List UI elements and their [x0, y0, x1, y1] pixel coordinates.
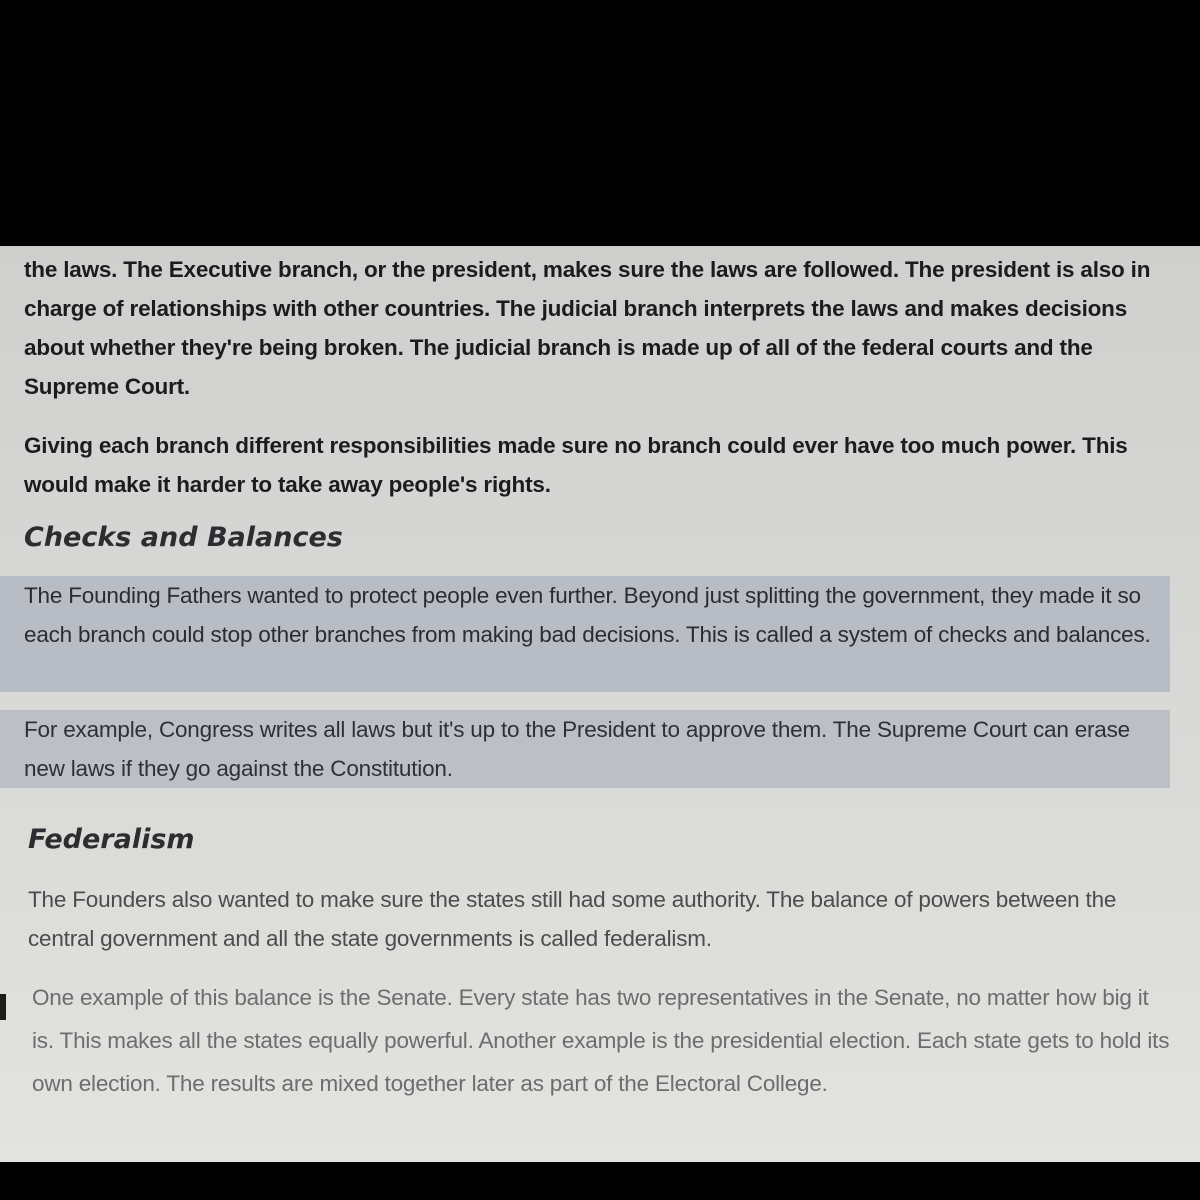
paragraph-branches: the laws. The Executive branch, or the president, makes sure the laws are followed. The president is also in charge of relationships with other countries. The judicial branch interprets the laws and makes decisions about whether they're being broken. The judicial branch is made up of all of the federal courts and the Supreme Court.	[24, 257, 1151, 399]
paragraph-responsibilities: Giving each branch different responsibilities made sure no branch could ever have too much power. This would make it harder to take away people's rights.	[24, 433, 1128, 497]
paragraph-checks-intro: The Founding Fathers wanted to protect people even further. Beyond just splitting the government, they made it so each branch could stop other branches from making bad decisions. This is called a system of checks and balances.	[0, 576, 1170, 692]
paragraph-federalism-intro: The Founders also wanted to make sure the states still had some authority. The balance of powers between the central government and all the state governments is called federalism.	[28, 887, 1117, 951]
heading-checks-and-balances: Checks and Balances	[24, 522, 343, 553]
edge-mark	[0, 994, 6, 1020]
paragraph-federalism-example: One example of this balance is the Senate. Every state has two representatives in the Senate, no matter how big it is. This makes all the states equally powerful. Another example is the presidential election. Each state gets to hold its own election. The results are mixed together later as part of the Electoral College.	[32, 985, 1170, 1096]
document-screen	[0, 246, 1200, 1162]
paragraph-checks-example: For example, Congress writes all laws but it's up to the President to approve them. The Supreme Court can erase new laws if they go against the Constitution.	[0, 710, 1170, 788]
heading-federalism: Federalism	[28, 824, 195, 855]
